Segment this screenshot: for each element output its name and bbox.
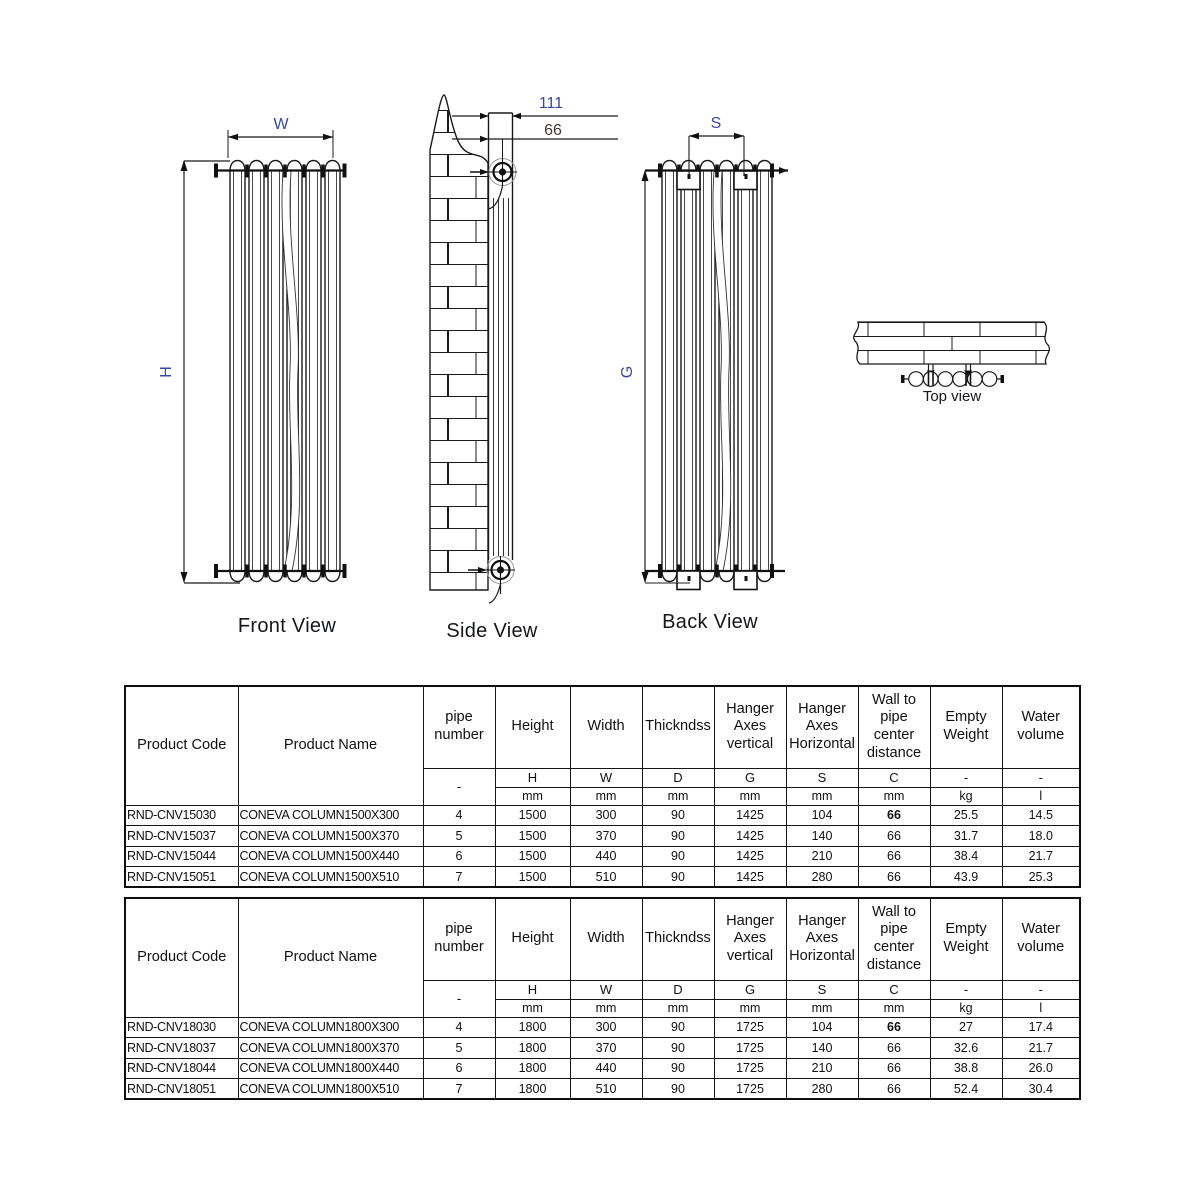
table-row [125, 805, 1080, 826]
top-view-label: Top view [922, 388, 982, 405]
value-cell: 4 [423, 1017, 495, 1038]
value-cell: 300 [570, 1017, 642, 1038]
spec-tables [124, 685, 1082, 1100]
header-row [125, 898, 1080, 980]
value-cell: 38.8 [930, 1058, 1002, 1079]
product-code-cell: RND-CNV18030 [125, 1017, 238, 1038]
value-cell: 1500 [495, 805, 570, 826]
value-cell: 66 [858, 1079, 930, 1100]
value-cell: 90 [642, 867, 714, 888]
value-cell: 32.6 [930, 1038, 1002, 1059]
value-cell: 280 [786, 1079, 858, 1100]
product-code-cell: RND-CNV18044 [125, 1058, 238, 1079]
symbol-cell: W [570, 768, 642, 787]
value-cell: 66 [858, 867, 930, 888]
product-code-cell: RND-CNV18037 [125, 1038, 238, 1059]
value-cell: 6 [423, 846, 495, 867]
symbol-cell: H [495, 980, 570, 999]
product-code-cell: RND-CNV15037 [125, 826, 238, 847]
unit-cell: l [1002, 999, 1080, 1017]
unit-cell: mm [714, 787, 786, 805]
symbol-cell: D [642, 768, 714, 787]
table-row [125, 826, 1080, 847]
value-cell: 1725 [714, 1017, 786, 1038]
header-product-name: Product Name [238, 898, 423, 1017]
spec-table-1800 [124, 897, 1081, 1100]
value-cell: 280 [786, 867, 858, 888]
product-code-cell: RND-CNV15051 [125, 867, 238, 888]
product-code-cell: RND-CNV18051 [125, 1079, 238, 1100]
product-name-cell: CONEVA COLUMN1500X370 [238, 826, 423, 847]
header-pipe-number: pipe number [423, 898, 495, 980]
header-width: Width [570, 686, 642, 768]
value-cell: 90 [642, 846, 714, 867]
unit-cell: mm [642, 999, 714, 1017]
symbol-cell: G [714, 980, 786, 999]
value-cell: 440 [570, 1058, 642, 1079]
header-water-volume: Water volume [1002, 686, 1080, 768]
value-cell: 31.7 [930, 826, 1002, 847]
value-cell: 90 [642, 1038, 714, 1059]
value-cell: 210 [786, 846, 858, 867]
value-cell: 210 [786, 1058, 858, 1079]
value-cell: 21.7 [1002, 846, 1080, 867]
value-cell: 1425 [714, 867, 786, 888]
front-width-dim-label: W [273, 116, 289, 133]
header-product-code: Product Code [125, 686, 238, 805]
front-height-dim-label: H [158, 366, 175, 378]
value-cell: 440 [570, 846, 642, 867]
value-cell: 7 [423, 867, 495, 888]
header-water-volume: Water volume [1002, 898, 1080, 980]
symbol-cell: - [930, 768, 1002, 787]
value-cell: 7 [423, 1079, 495, 1100]
symbol-cell: W [570, 980, 642, 999]
symbol-cell: - [423, 980, 495, 1017]
value-cell: 370 [570, 826, 642, 847]
back-hanger-h-dim-label: S [710, 115, 722, 132]
header-wall-to-pipe: Wall to pipe center distance [858, 898, 930, 980]
product-name-cell: CONEVA COLUMN1500X300 [238, 805, 423, 826]
product-name-cell: CONEVA COLUMN1500X440 [238, 846, 423, 867]
value-cell: 1500 [495, 826, 570, 847]
back-view-drawing [619, 115, 788, 633]
front-view-drawing [158, 116, 347, 637]
value-cell: 66 [858, 826, 930, 847]
symbol-cell: H [495, 768, 570, 787]
unit-cell: mm [858, 787, 930, 805]
unit-cell: mm [786, 787, 858, 805]
symbol-cell: G [714, 768, 786, 787]
value-cell: 90 [642, 1079, 714, 1100]
spec-table-1500 [124, 685, 1081, 888]
side-depth-dim-label: 111 [538, 95, 564, 112]
header-height: Height [495, 686, 570, 768]
header-wall-to-pipe: Wall to pipe center distance [858, 686, 930, 768]
value-cell: 66 [858, 846, 930, 867]
value-cell: 1425 [714, 846, 786, 867]
symbol-cell: - [1002, 768, 1080, 787]
value-cell: 140 [786, 1038, 858, 1059]
symbol-cell: - [1002, 980, 1080, 999]
value-cell: 370 [570, 1038, 642, 1059]
header-thickness: Thickndss [642, 686, 714, 768]
value-cell: 4 [423, 805, 495, 826]
product-name-cell: CONEVA COLUMN1500X510 [238, 867, 423, 888]
value-cell: 66 [858, 805, 930, 826]
unit-cell: mm [642, 787, 714, 805]
value-cell: 6 [423, 1058, 495, 1079]
value-cell: 17.4 [1002, 1017, 1080, 1038]
symbol-cell: C [858, 768, 930, 787]
unit-cell: kg [930, 999, 1002, 1017]
value-cell: 510 [570, 1079, 642, 1100]
value-cell: 25.5 [930, 805, 1002, 826]
product-name-cell: CONEVA COLUMN1800X300 [238, 1017, 423, 1038]
value-cell: 30.4 [1002, 1079, 1080, 1100]
value-cell: 1425 [714, 826, 786, 847]
unit-cell: mm [570, 787, 642, 805]
table-row [125, 1079, 1080, 1100]
value-cell: 52.4 [930, 1079, 1002, 1100]
value-cell: 5 [423, 1038, 495, 1059]
header-hanger-vertical: Hanger Axes vertical [714, 686, 786, 768]
value-cell: 25.3 [1002, 867, 1080, 888]
side-view-label: Side View [446, 620, 538, 642]
value-cell: 1800 [495, 1079, 570, 1100]
symbol-cell: - [930, 980, 1002, 999]
value-cell: 1425 [714, 805, 786, 826]
header-width: Width [570, 898, 642, 980]
value-cell: 1725 [714, 1038, 786, 1059]
symbol-cell: D [642, 980, 714, 999]
header-row [125, 686, 1080, 768]
value-cell: 1725 [714, 1058, 786, 1079]
header-height: Height [495, 898, 570, 980]
value-cell: 43.9 [930, 867, 1002, 888]
table-row [125, 867, 1080, 888]
value-cell: 14.5 [1002, 805, 1080, 826]
table-row [125, 846, 1080, 867]
value-cell: 90 [642, 1058, 714, 1079]
value-cell: 66 [858, 1058, 930, 1079]
value-cell: 66 [858, 1017, 930, 1038]
header-hanger-horizontal: Hanger Axes Horizontal [786, 686, 858, 768]
value-cell: 300 [570, 805, 642, 826]
value-cell: 1800 [495, 1017, 570, 1038]
back-hanger-v-dim-label: G [619, 365, 636, 379]
value-cell: 1725 [714, 1079, 786, 1100]
value-cell: 21.7 [1002, 1038, 1080, 1059]
value-cell: 90 [642, 1017, 714, 1038]
value-cell: 26.0 [1002, 1058, 1080, 1079]
value-cell: 38.4 [930, 846, 1002, 867]
value-cell: 104 [786, 805, 858, 826]
header-hanger-horizontal: Hanger Axes Horizontal [786, 898, 858, 980]
symbol-cell: C [858, 980, 930, 999]
product-code-cell: RND-CNV15030 [125, 805, 238, 826]
back-view-label: Back View [662, 611, 758, 633]
table-row [125, 1038, 1080, 1059]
unit-cell: kg [930, 787, 1002, 805]
unit-cell: mm [495, 787, 570, 805]
product-name-cell: CONEVA COLUMN1800X510 [238, 1079, 423, 1100]
table-row [125, 1058, 1080, 1079]
value-cell: 140 [786, 826, 858, 847]
header-product-name: Product Name [238, 686, 423, 805]
unit-cell: mm [714, 999, 786, 1017]
value-cell: 1500 [495, 846, 570, 867]
unit-cell: l [1002, 787, 1080, 805]
value-cell: 1800 [495, 1038, 570, 1059]
product-name-cell: CONEVA COLUMN1800X370 [238, 1038, 423, 1059]
value-cell: 90 [642, 805, 714, 826]
symbol-cell: S [786, 980, 858, 999]
header-product-code: Product Code [125, 898, 238, 1017]
unit-cell: mm [495, 999, 570, 1017]
symbol-cell: S [786, 768, 858, 787]
value-cell: 90 [642, 826, 714, 847]
header-empty-weight: Empty Weight [930, 686, 1002, 768]
unit-cell: mm [786, 999, 858, 1017]
header-hanger-vertical: Hanger Axes vertical [714, 898, 786, 980]
value-cell: 66 [858, 1038, 930, 1059]
value-cell: 5 [423, 826, 495, 847]
value-cell: 1800 [495, 1058, 570, 1079]
product-name-cell: CONEVA COLUMN1800X440 [238, 1058, 423, 1079]
side-wall-dim-label: 66 [544, 122, 562, 139]
value-cell: 18.0 [1002, 826, 1080, 847]
front-view-label: Front View [237, 615, 337, 637]
top-view-drawing [854, 322, 1050, 405]
header-empty-weight: Empty Weight [930, 898, 1002, 980]
symbol-cell: - [423, 768, 495, 805]
value-cell: 27 [930, 1017, 1002, 1038]
value-cell: 104 [786, 1017, 858, 1038]
table-row [125, 1017, 1080, 1038]
unit-cell: mm [858, 999, 930, 1017]
value-cell: 1500 [495, 867, 570, 888]
side-view-drawing [430, 95, 618, 642]
unit-cell: mm [570, 999, 642, 1017]
value-cell: 510 [570, 867, 642, 888]
product-code-cell: RND-CNV15044 [125, 846, 238, 867]
header-thickness: Thickndss [642, 898, 714, 980]
header-pipe-number: pipe number [423, 686, 495, 768]
